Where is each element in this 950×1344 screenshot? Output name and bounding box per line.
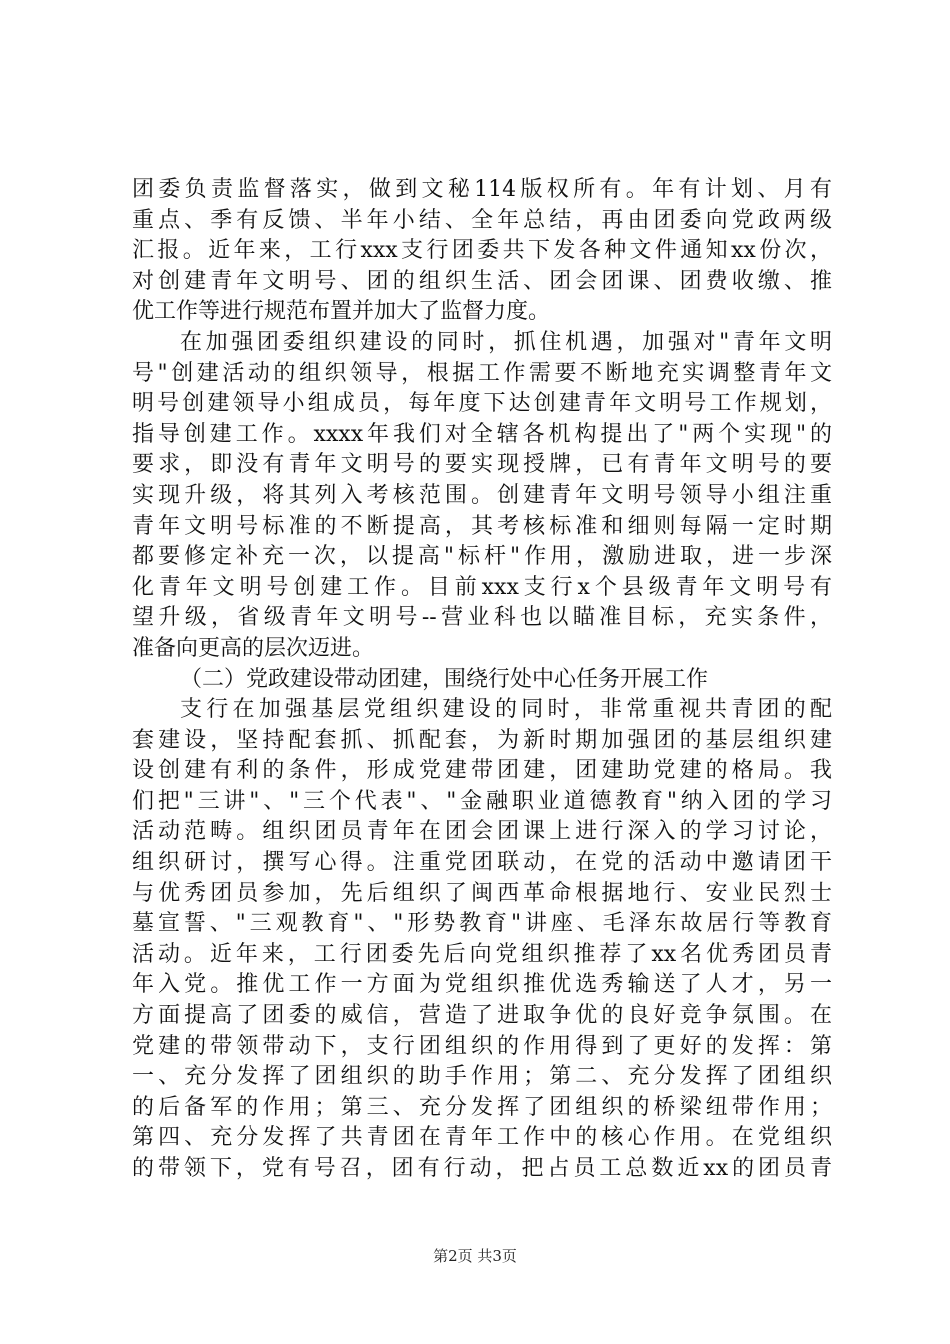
text-line: 要求，即没有青年文明号的要实现授牌，已有青年文明号的要 bbox=[132, 452, 832, 478]
text-line: 望升级，省级青年文明号--营业科也以瞄准目标，充实条件， bbox=[132, 605, 832, 631]
text-line: 准备向更高的层次迈进。 bbox=[132, 635, 375, 661]
text-line: 实现升级，将其列入考核范围。创建青年文明号领导小组注重 bbox=[132, 482, 832, 508]
text-line: 汇报。近年来，工行xxx支行团委共下发各种文件通知xx份次， bbox=[132, 238, 832, 264]
text-line: 明号创建领导小组成员，每年度下达创建青年文明号工作规划， bbox=[132, 391, 832, 417]
text-line: 化青年文明号创建工作。目前xxx支行x个县级青年文明号有 bbox=[132, 574, 832, 600]
text-line: 团委负责监督落实，做到文秘114版权所有。年有计划、月有 bbox=[132, 177, 832, 202]
text-line: 对创建青年文明号、团的组织生活、团会团课、团费收缴、推 bbox=[132, 268, 832, 294]
text-line: 的带领下，党有号召，团有行动，把占员工总数近xx的团员青 bbox=[132, 1156, 832, 1181]
text-line: 指导创建工作。xxxx年我们对全辖各机构提出了"两个实现"的 bbox=[132, 421, 832, 447]
text-line: 党建的带领带动下，支行团组织的作用得到了更好的发挥：第 bbox=[132, 1033, 832, 1059]
text-line: 青年文明号标准的不断提高，其考核标准和细则每隔一定时期 bbox=[132, 513, 832, 539]
text-line: 活动范畴。组织团员青年在团会团课上进行深入的学习讨论， bbox=[132, 819, 832, 845]
text-line: 年入党。推优工作一方面为党组织推优选秀输送了人才，另一 bbox=[132, 972, 832, 998]
text-line: 设创建有利的条件，形成党建带团建，团建助党建的格局。我 bbox=[132, 758, 832, 784]
text-line: 第四、充分发挥了共青团在青年工作中的核心作用。在党组织 bbox=[132, 1125, 832, 1151]
page-footer bbox=[0, 1245, 950, 1266]
text-line: 在加强团委组织建设的同时，抓住机遇，加强对"青年文明 bbox=[180, 329, 832, 355]
text-line: 们把"三讲"、"三个代表"、"金融职业道德教育"纳入团的学习 bbox=[132, 788, 832, 814]
text-line: 都要修定补充一次，以提高"标杆"作用，激励进取，进一步深 bbox=[132, 544, 832, 570]
text-line: 组织研讨，撰写心得。注重党团联动，在党的活动中邀请团干 bbox=[132, 850, 832, 876]
text-line: 优工作等进行规范布置并加大了监督力度。 bbox=[132, 299, 551, 325]
text-line: 与优秀团员参加，先后组织了闽西革命根据地行、安业民烈士 bbox=[132, 880, 832, 906]
section-heading: （二）党政建设带动团建，围绕行处中心任务开展工作 bbox=[180, 666, 709, 692]
text-line: 支行在加强基层党组织建设的同时，非常重视共青团的配 bbox=[180, 697, 832, 723]
text-line: 一、充分发挥了团组织的助手作用；第二、充分发挥了团组织 bbox=[132, 1064, 832, 1090]
text-line: 方面提高了团委的威信，营造了进取争优的良好竞争氛围。在 bbox=[132, 1003, 832, 1029]
text-line: 号"创建活动的组织领导，根据工作需要不断地充实调整青年文 bbox=[132, 360, 832, 386]
text-line: 的后备军的作用；第三、充分发挥了团组织的桥梁纽带作用； bbox=[132, 1094, 832, 1120]
page-number: 第2页 共3页 bbox=[433, 1247, 517, 1265]
text-line: 重点、季有反馈、半年小结、全年总结，再由团委向党政两级 bbox=[132, 207, 832, 233]
text-line: 套建设，坚持配套抓、抓配套，为新时期加强团的基层组织建 bbox=[132, 727, 832, 753]
text-line: 墓宣誓、"三观教育"、"形势教育"讲座、毛泽东故居行等教育 bbox=[132, 911, 832, 937]
text-line: 活动。近年来，工行团委先后向党组织推荐了xx名优秀团员青 bbox=[132, 941, 832, 967]
document-body bbox=[132, 175, 832, 1185]
